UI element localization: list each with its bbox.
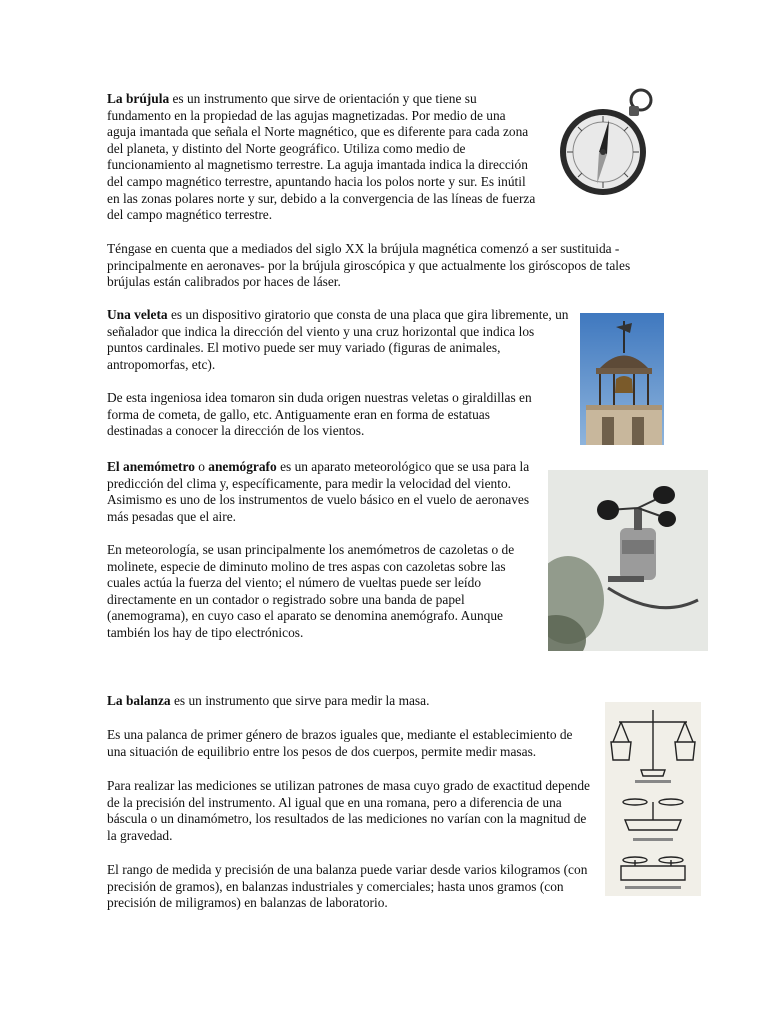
balance-text-2: Es una palanca de primer género de brazos iguales que, mediante el establecimiento de una situación de equilibrio entre los pesos de dos cuerpos, permite medir masas. bbox=[107, 727, 573, 759]
vane-text: es un dispositivo giratorio que consta de una placa que gira libremente, un señalador que indica la dirección del viento y una cruz horizontal que indica los puntos cardinales. El motivo puede ser muy variado (figuras de animales, antropomorfas, etc). bbox=[107, 307, 569, 372]
vane-text-2: De esta ingeniosa idea tomaron sin duda origen nuestras veletas o giraldillas en forma de cometa, de gallo, etc. Antiguamente eran en forma de estatuas destinadas a conocer la dirección de los vientos. bbox=[107, 390, 532, 439]
anemometer-paragraph bbox=[107, 459, 533, 525]
balance-paragraph bbox=[107, 693, 587, 710]
vane-paragraph-2 bbox=[107, 390, 547, 440]
balance-paragraph-3 bbox=[107, 778, 592, 844]
balance-paragraph-2 bbox=[107, 727, 592, 760]
weather-vane-image bbox=[580, 313, 664, 445]
anemometer-image bbox=[548, 470, 708, 651]
compass-text-2: Téngase en cuenta que a mediados del siglo XX la brújula magnética comenzó a ser sustituida -principalmente en aeronaves- por la brújula giroscópica y que actualmente los giróscopos de tales brújulas están calibrados por haces de láser. bbox=[107, 241, 631, 290]
balance-scales-image bbox=[605, 702, 701, 896]
balance-text-4: El rango de medida y precisión de una balanza puede variar desde varios kilogramos (con precisión de gramos), en balanzas industriales y comerciales; hasta unos gramos (con precisión de miligramos) en balanzas de laboratorio. bbox=[107, 862, 588, 911]
anemograph-term: anemógrafo bbox=[208, 459, 277, 474]
anemometer-text-2: En meteorología, se usan principalmente los anemómetros de cazoletas o de molinete, especie de diminuto molino de tres aspas con cazoletas sobre las cuales actúa la fuerza del viento; el número de vueltas puede ser leído directamente en un contador o registrado sobre una banda de papel (anemograma), en cuyo caso el aparato se denomina anemógrafo. Aunque también los hay de tipo electrónicos. bbox=[107, 542, 515, 640]
vane-term: Una veleta bbox=[107, 307, 168, 322]
balance-text-3: Para realizar las mediciones se utilizan patrones de masa cuyo grado de exactitud depende de la precisión del instrumento. Al igual que en una romana, pero a diferencia de una báscula o un dinamómetro, los resultados de las mediciones no varían con la magnitud de la gravedad. bbox=[107, 778, 590, 843]
anemometer-text: es un aparato meteorológico que se usa para la predicción del clima y, específicamente, para medir la velocidad del viento. Asimismo es uno de los instrumentos de vuelo básico en el vuelo de aeronaves más pesadas que el aire. bbox=[107, 459, 530, 524]
anemometer-paragraph-2 bbox=[107, 542, 535, 642]
compass-paragraph bbox=[107, 91, 537, 224]
compass-term: La brújula bbox=[107, 91, 170, 106]
compass-image bbox=[557, 86, 657, 200]
compass-text: es un instrumento que sirve de orientación y que tiene su fundamento en la propiedad de las agujas magnetizadas. Por medio de una aguja imantada que señala el Norte magnético, que es diferente para cada zona del planeta, y distinto del Norte geográfico. Utiliza como medio de funcionamiento al magnetismo terrestre. La aguja imantada indica la dirección del campo magnético terrestre, apuntando hacia los polos norte y sur. Es inútil en las zonas polares norte y sur, debido a la convergencia de las líneas de fuerza del campo magnético terrestre. bbox=[107, 91, 536, 223]
anemometer-connector: o bbox=[194, 459, 209, 474]
vane-paragraph bbox=[107, 307, 569, 373]
compass-paragraph-2 bbox=[107, 241, 662, 291]
anemometer-term: El anemómetro bbox=[107, 459, 195, 474]
balance-term: La balanza bbox=[107, 693, 171, 708]
balance-text: es un instrumento que sirve para medir la masa. bbox=[170, 693, 430, 708]
balance-paragraph-4 bbox=[107, 862, 592, 912]
